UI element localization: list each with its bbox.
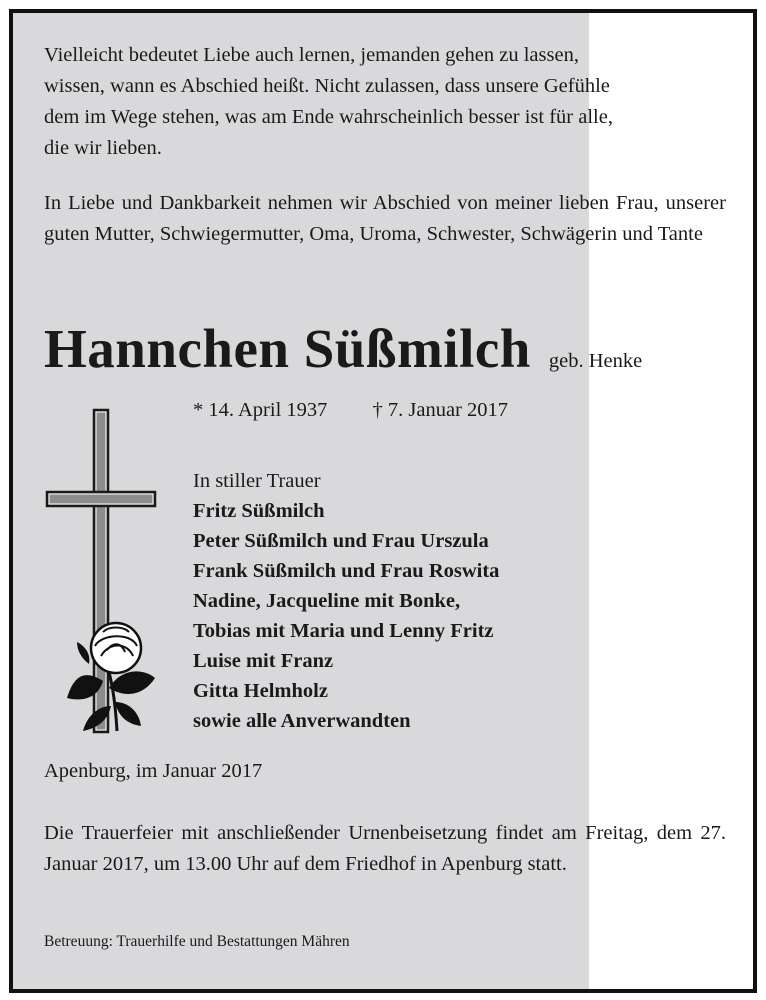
mourner: Luise mit Franz <box>193 650 334 672</box>
place-date: Apenburg, im Januar 2017 <box>44 760 263 782</box>
mourner: Frank Süßmilch und Frau Roswita <box>193 560 500 582</box>
care-by: Betreuung: Trauerhilfe und Bestattungen Mähren <box>44 933 350 950</box>
ceremony-text: Die Trauerfeier mit anschließender Urnenbeisetzung findet am Freitag, dem 27. Januar 2017, um 13.00 Uhr auf dem Friedhof in Apenburg statt. <box>44 822 726 875</box>
mourner: Peter Süßmilch und Frau Urszula <box>193 530 489 552</box>
intro-verse <box>44 40 726 164</box>
death-date: † 7. Januar 2017 <box>372 399 509 421</box>
mourner: sowie alle Anverwandten <box>193 710 411 732</box>
name-row <box>44 317 642 380</box>
intro-line: Vielleicht bedeutet Liebe auch lernen, jemanden gehen zu lassen, <box>44 44 579 66</box>
obituary-content <box>13 13 753 989</box>
mourning-lead: In stiller Trauer <box>193 470 321 492</box>
cross-icon <box>43 406 173 746</box>
rose-icon <box>67 623 155 731</box>
farewell-text: In Liebe und Dankbarkeit nehmen wir Abschied von meiner lieben Frau, unserer guten Mutter, Schwiegermutter, Oma, Uroma, Schwester, Schwägerin und Tante <box>44 192 726 245</box>
mourner: Gitta Helmholz <box>193 680 328 702</box>
birth-name: geb. Henke <box>548 350 643 372</box>
mourner: Tobias mit Maria und Lenny Fritz <box>193 620 494 642</box>
mourner: Nadine, Jacqueline mit Bonke, <box>193 590 461 612</box>
intro-line: die wir lieben. <box>44 137 162 159</box>
obituary-frame <box>9 9 757 993</box>
mourner: Fritz Süßmilch <box>193 500 325 522</box>
life-dates <box>193 399 508 422</box>
intro-line: wissen, wann es Abschied heißt. Nicht zulassen, dass unsere Gefühle <box>44 75 610 97</box>
intro-line: dem im Wege stehen, was am Ende wahrscheinlich besser ist für alle, <box>44 106 613 128</box>
mourners-list <box>193 466 499 736</box>
deceased-name: Hannchen Süßmilch <box>44 318 531 379</box>
birth-date: * 14. April 1937 <box>193 399 328 421</box>
